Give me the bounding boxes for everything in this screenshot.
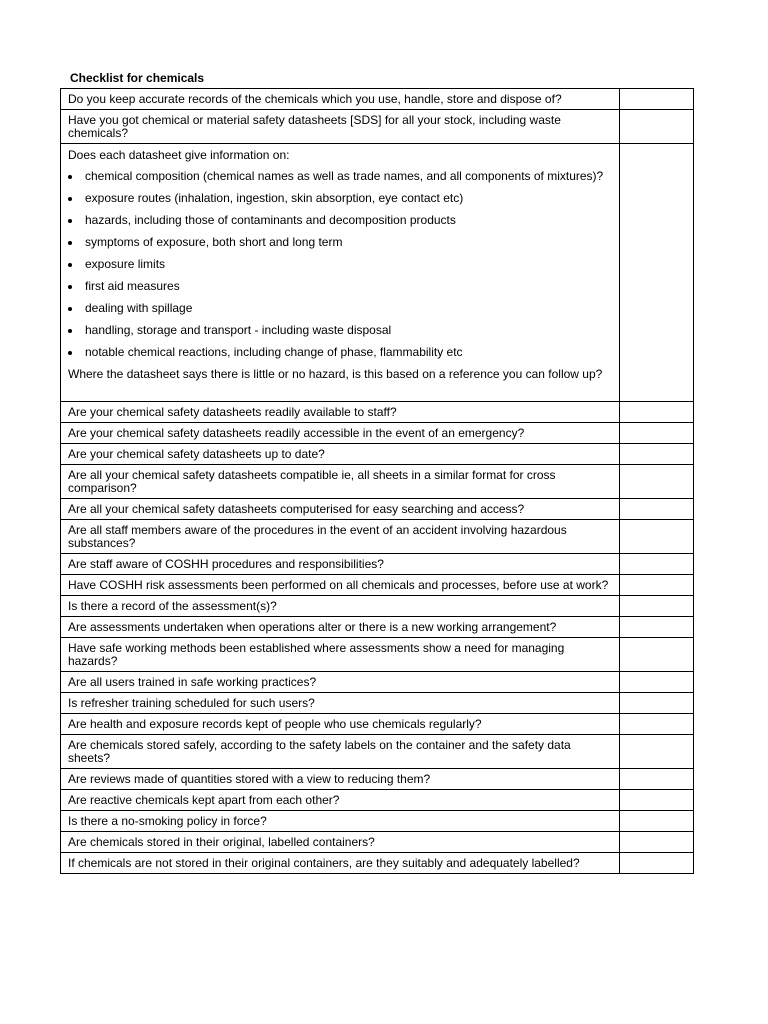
question-text: Are health and exposure records kept of people who use chemicals regularly? xyxy=(61,714,620,735)
checklist-row xyxy=(61,811,694,832)
checklist-row xyxy=(61,110,694,144)
bullet-icon xyxy=(68,285,72,289)
checklist-row xyxy=(61,617,694,638)
document-title: Checklist for chemicals xyxy=(70,71,205,85)
answer-box[interactable] xyxy=(620,596,694,617)
datasheet-item xyxy=(68,236,613,249)
answer-box[interactable] xyxy=(620,735,694,769)
datasheet-item xyxy=(68,170,613,183)
answer-box[interactable] xyxy=(620,853,694,874)
bullet-icon xyxy=(68,307,72,311)
answer-box[interactable] xyxy=(620,769,694,790)
checklist-row xyxy=(61,638,694,672)
datasheet-intro: Does each datasheet give information on: xyxy=(68,148,290,162)
checklist-row xyxy=(61,790,694,811)
question-text: Is there a record of the assessment(s)? xyxy=(61,596,620,617)
checklist-row xyxy=(61,832,694,853)
checklist-row xyxy=(61,444,694,465)
checklist-row xyxy=(61,853,694,874)
checklist-row xyxy=(61,714,694,735)
datasheet-item xyxy=(68,346,613,359)
answer-box[interactable] xyxy=(620,110,694,144)
bullet-icon xyxy=(68,175,72,179)
checklist-row xyxy=(61,465,694,499)
question-text: Are assessments undertaken when operations alter or there is a new working arrangement? xyxy=(61,617,620,638)
question-text: Are all users trained in safe working practices? xyxy=(61,672,620,693)
bullet-icon xyxy=(68,351,72,355)
question-text: Are all your chemical safety datasheets computerised for easy searching and access? xyxy=(61,499,620,520)
answer-box[interactable] xyxy=(620,714,694,735)
checklist-row xyxy=(61,575,694,596)
checklist-row xyxy=(61,520,694,554)
datasheet-items-list xyxy=(68,170,613,359)
answer-box[interactable] xyxy=(620,554,694,575)
checklist-table xyxy=(60,88,694,874)
answer-box[interactable] xyxy=(620,672,694,693)
datasheet-info-row xyxy=(61,144,694,402)
question-text: Are all your chemical safety datasheets compatible ie, all sheets in a similar format for cross comparison? xyxy=(61,465,620,499)
datasheet-item-text: first aid measures xyxy=(85,279,180,293)
question-text: Are your chemical safety datasheets readily accessible in the event of an emergency? xyxy=(61,423,620,444)
datasheet-item-text: exposure limits xyxy=(85,257,166,271)
datasheet-item xyxy=(68,214,613,227)
question-text: Are reviews made of quantities stored with a view to reducing them? xyxy=(61,769,620,790)
answer-box[interactable] xyxy=(620,144,694,402)
checklist-row xyxy=(61,554,694,575)
datasheet-item xyxy=(68,280,613,293)
question-text: Are staff aware of COSHH procedures and responsibilities? xyxy=(61,554,620,575)
answer-box[interactable] xyxy=(620,520,694,554)
answer-box[interactable] xyxy=(620,617,694,638)
question-text: Is there a no-smoking policy in force? xyxy=(61,811,620,832)
answer-box[interactable] xyxy=(620,638,694,672)
checklist-body xyxy=(61,89,694,874)
answer-box[interactable] xyxy=(620,499,694,520)
bullet-icon xyxy=(68,263,72,267)
answer-box[interactable] xyxy=(620,465,694,499)
checklist-row xyxy=(61,499,694,520)
datasheet-item xyxy=(68,258,613,271)
question-text: Are your chemical safety datasheets readily available to staff? xyxy=(61,402,620,423)
question-text: Have COSHH risk assessments been performed on all chemicals and processes, before use at work? xyxy=(61,575,620,596)
answer-box[interactable] xyxy=(620,423,694,444)
datasheet-outro: Where the datasheet says there is little or no hazard, is this based on a reference you can follow up? xyxy=(68,367,603,381)
checklist-row xyxy=(61,402,694,423)
checklist-row xyxy=(61,693,694,714)
checklist-row xyxy=(61,596,694,617)
datasheet-item-text: hazards, including those of contaminants and decomposition products xyxy=(85,213,456,227)
question-text: Have safe working methods been established where assessments show a need for managing hazards? xyxy=(61,638,620,672)
answer-box[interactable] xyxy=(620,575,694,596)
question-text: Have you got chemical or material safety datasheets [SDS] for all your stock, including waste chemicals? xyxy=(61,110,620,144)
question-cell xyxy=(61,144,620,402)
bullet-icon xyxy=(68,329,72,333)
checklist-row xyxy=(61,769,694,790)
checklist-row xyxy=(61,672,694,693)
answer-box[interactable] xyxy=(620,402,694,423)
datasheet-item xyxy=(68,302,613,315)
question-text: Do you keep accurate records of the chemicals which you use, handle, store and dispose of? xyxy=(61,89,620,110)
question-text: Are all staff members aware of the procedures in the event of an accident involving hazardous substances? xyxy=(61,520,620,554)
answer-box[interactable] xyxy=(620,832,694,853)
checklist-row xyxy=(61,735,694,769)
question-text: Are your chemical safety datasheets up to date? xyxy=(61,444,620,465)
question-text: Are reactive chemicals kept apart from each other? xyxy=(61,790,620,811)
bullet-icon xyxy=(68,219,72,223)
question-text: Are chemicals stored safely, according to the safety labels on the container and the safety data sheets? xyxy=(61,735,620,769)
answer-box[interactable] xyxy=(620,89,694,110)
answer-box[interactable] xyxy=(620,811,694,832)
datasheet-item-text: notable chemical reactions, including change of phase, flammability etc xyxy=(85,345,463,359)
datasheet-item xyxy=(68,324,613,337)
datasheet-item xyxy=(68,192,613,205)
checklist-row xyxy=(61,89,694,110)
bullet-icon xyxy=(68,197,72,201)
answer-box[interactable] xyxy=(620,444,694,465)
bullet-icon xyxy=(68,241,72,245)
answer-box[interactable] xyxy=(620,693,694,714)
question-text: Are chemicals stored in their original, labelled containers? xyxy=(61,832,620,853)
datasheet-item-text: chemical composition (chemical names as well as trade names, and all components of mixtures)? xyxy=(85,169,604,183)
datasheet-item-text: handling, storage and transport - including waste disposal xyxy=(85,323,392,337)
datasheet-item-text: exposure routes (inhalation, ingestion, skin absorption, eye contact etc) xyxy=(85,191,464,205)
datasheet-item-text: symptoms of exposure, both short and long term xyxy=(85,235,343,249)
answer-box[interactable] xyxy=(620,790,694,811)
datasheet-item-text: dealing with spillage xyxy=(85,301,193,315)
checklist-row xyxy=(61,423,694,444)
question-text: Is refresher training scheduled for such users? xyxy=(61,693,620,714)
question-text: If chemicals are not stored in their original containers, are they suitably and adequately labelled? xyxy=(61,853,620,874)
